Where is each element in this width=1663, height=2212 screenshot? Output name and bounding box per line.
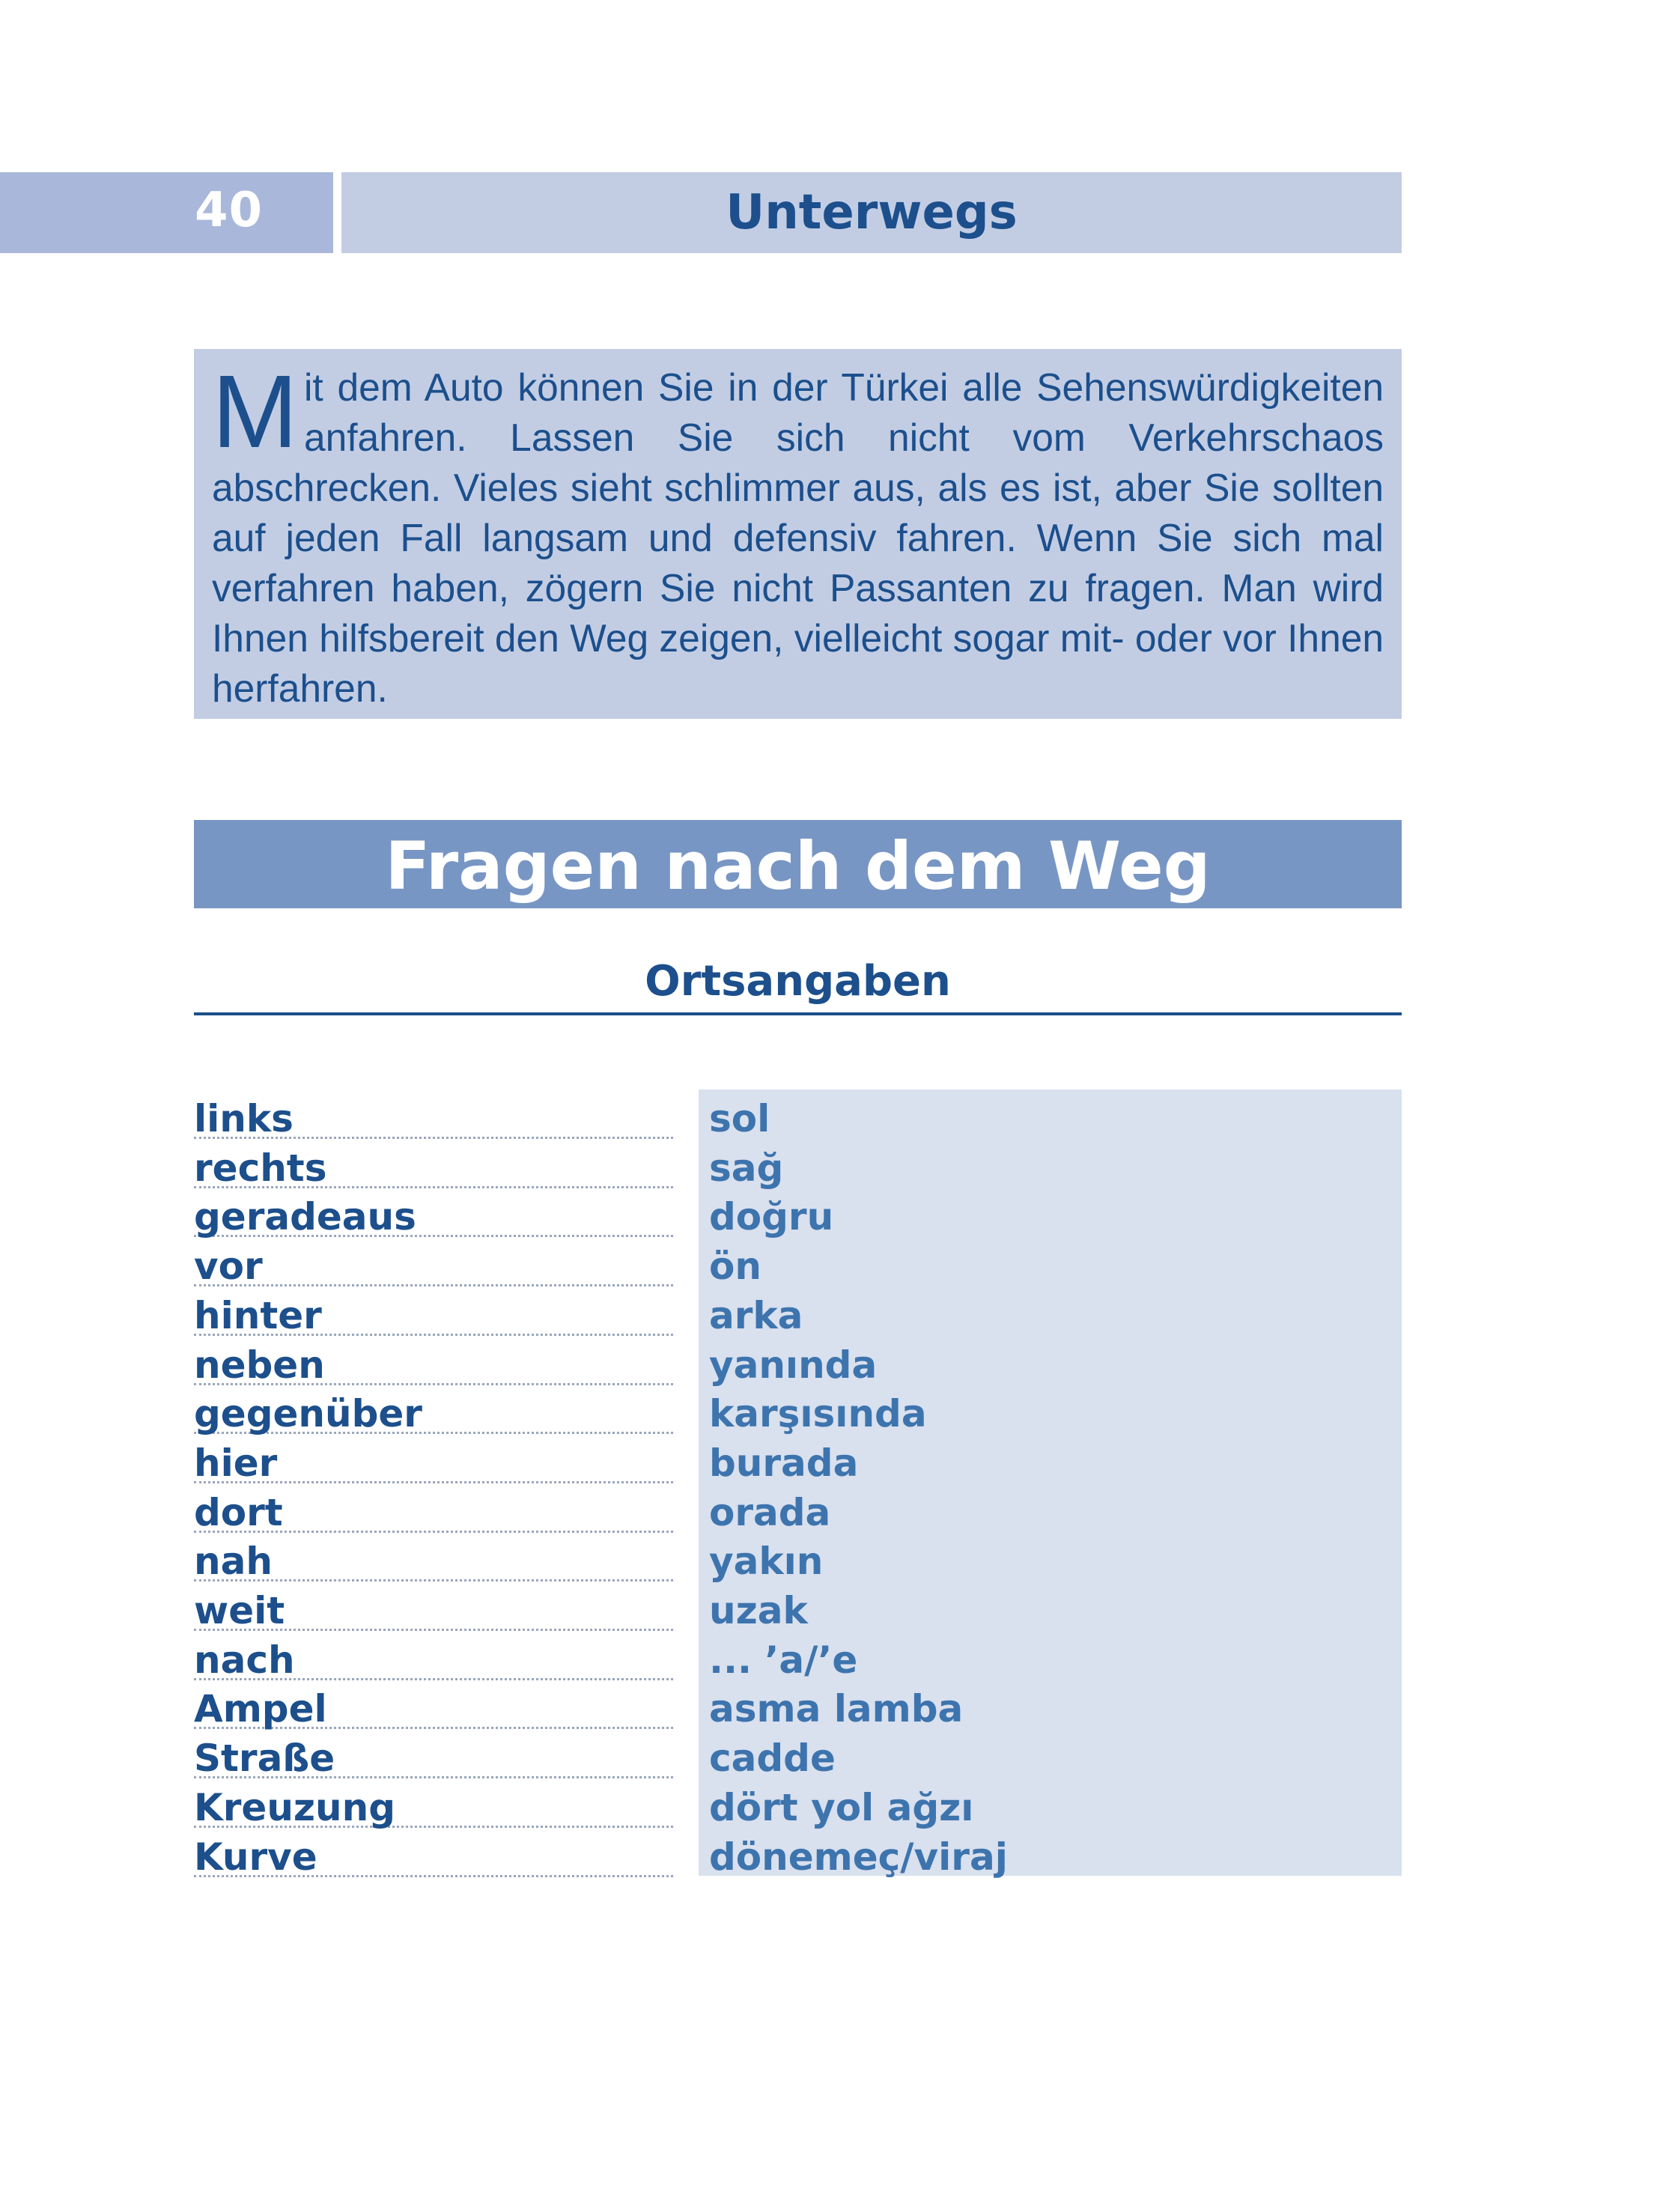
vocab-row	[194, 1242, 1402, 1291]
turkish-term: ön	[709, 1245, 761, 1289]
section-title: Fragen nach dem Weg	[385, 827, 1211, 905]
turkish-term: yakın	[709, 1540, 824, 1584]
vocab-row	[194, 1193, 1402, 1242]
german-term: Ampel	[194, 1687, 327, 1731]
german-term: Kreuzung	[194, 1785, 395, 1829]
turkish-term: dört yol ağzı	[709, 1785, 974, 1829]
german-term: vor	[194, 1245, 263, 1289]
german-term: nach	[194, 1638, 295, 1682]
intro-box	[194, 349, 1402, 719]
turkish-term: dönemeç/viraj	[709, 1835, 1008, 1879]
turkish-term: ... ’a/’e	[709, 1638, 858, 1682]
german-term: gegenüber	[194, 1392, 422, 1436]
intro-paragraph	[212, 354, 1384, 714]
vocab-row	[194, 1587, 1402, 1635]
german-term: nah	[194, 1540, 273, 1584]
page-number-block	[0, 172, 333, 253]
german-term: rechts	[194, 1146, 327, 1190]
intro-text: it dem Auto können Sie in der Türkei alle Sehenswürdigkeiten anfahren. Lassen Sie sich nicht vom Verkehrschaos abschrecken. Vieles sieht schlimmer aus, als es ist, aber Sie sollten auf jeden Fall langsam und defensiv fahren. Wenn Sie sich mal verfahren haben, zögern Sie nicht Passanten zu fragen. Man wird Ihnen hilfsbereit den Weg zeigen, vielleicht sogar mit- oder vor Ihnen herfahren.	[212, 365, 1384, 710]
subheading-rule	[194, 1012, 1402, 1015]
turkish-term: uzak	[709, 1589, 808, 1632]
german-term: weit	[194, 1589, 285, 1632]
german-term: Straße	[194, 1737, 335, 1781]
german-term: geradeaus	[194, 1195, 416, 1239]
turkish-term: sağ	[709, 1146, 784, 1190]
turkish-term: burada	[709, 1441, 859, 1485]
vocab-row	[194, 1784, 1402, 1832]
vocab-row	[194, 1833, 1402, 1882]
vocab-row	[194, 1734, 1402, 1783]
subheading: Ortsangaben	[645, 957, 951, 1006]
turkish-term: orada	[709, 1490, 831, 1534]
vocab-row	[194, 1095, 1402, 1143]
turkish-term: karşısında	[709, 1392, 927, 1436]
vocab-row	[194, 1341, 1402, 1390]
vocab-row	[194, 1489, 1402, 1537]
german-term: dort	[194, 1490, 283, 1534]
chapter-title: Unterwegs	[726, 185, 1018, 240]
vocab-row	[194, 1636, 1402, 1685]
page-number: 40	[195, 183, 264, 238]
turkish-term: cadde	[709, 1737, 836, 1781]
vocab-row	[194, 1390, 1402, 1438]
german-term: links	[194, 1097, 294, 1140]
turkish-term: yanında	[709, 1343, 878, 1387]
drop-cap: M	[212, 354, 298, 470]
german-term: Kurve	[194, 1835, 317, 1879]
vocab-row	[194, 1292, 1402, 1340]
turkish-term: asma lamba	[709, 1687, 964, 1731]
section-banner	[194, 820, 1402, 908]
vocab-row	[194, 1537, 1402, 1586]
turkish-term: sol	[709, 1097, 770, 1140]
chapter-header	[341, 172, 1402, 253]
german-term: hier	[194, 1441, 278, 1485]
turkish-term: arka	[709, 1293, 803, 1337]
german-term: hinter	[194, 1293, 322, 1337]
vocab-row	[194, 1144, 1402, 1193]
vocab-row	[194, 1685, 1402, 1734]
german-term: neben	[194, 1343, 325, 1387]
turkish-term: doğru	[709, 1195, 834, 1239]
vocab-row	[194, 1439, 1402, 1488]
